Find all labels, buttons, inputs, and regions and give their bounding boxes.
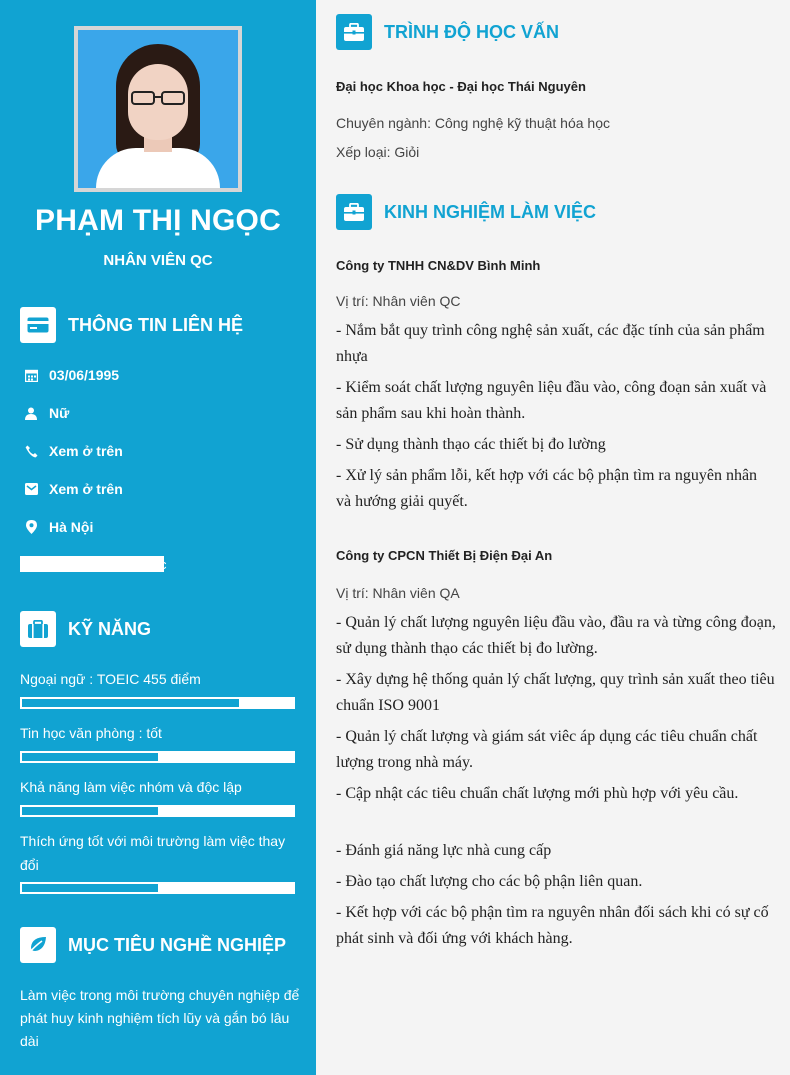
user-icon — [24, 406, 38, 420]
job-position: Vị trí: Nhân viên QC — [336, 293, 461, 309]
education-major: Chuyên ngành: Công nghệ kỹ thuật hóa học — [336, 115, 610, 131]
job-duty: - Quản lý chất lượng và giám sát viêc áp dụng các tiêu chuẩn chất lượng trong nhà máy. — [336, 728, 758, 771]
skill-bar — [20, 805, 295, 817]
skills-heading — [20, 611, 151, 647]
objective-text: Làm việc trong môi trường chuyên nghiệp để phát huy kinh nghiệm tích lũy và gắn bó lâu dài — [20, 987, 300, 1049]
skill-bar — [20, 697, 295, 709]
skill-label: Tin học văn phòng : tốt — [20, 725, 162, 741]
skills-title: KỸ NĂNG — [68, 618, 152, 639]
phone-icon — [24, 444, 38, 458]
profile-photo — [74, 26, 242, 192]
redacted-field — [20, 556, 164, 572]
leaf-icon — [20, 927, 56, 963]
experience-heading — [336, 194, 596, 230]
sidebar — [0, 0, 316, 1075]
contact-gender: Nữ — [24, 405, 69, 421]
job-duty: - Xây dựng hệ thống quản lý chất lượng, quy trình sản xuất theo tiêu chuẩn ISO 9001 — [336, 671, 775, 714]
job-company: Công ty TNHH CN&DV Bình Minh — [336, 258, 541, 273]
skill-label: Khả năng làm việc nhóm và độc lập — [20, 779, 242, 795]
job-duty: - Cập nhật các tiêu chuẩn chất lượng mới phù hợp với yêu cầu. — [336, 785, 739, 802]
job-company: Công ty CPCN Thiết Bị Điện Đại An — [336, 548, 553, 563]
job-duty: - Nắm bắt quy trình công nghệ sản xuất, các đặc tính của sản phẩm nhựa — [336, 322, 765, 365]
envelope-icon — [24, 482, 38, 496]
id-card-icon — [20, 307, 56, 343]
skill-bar-fill — [22, 807, 158, 815]
skill-bar-fill — [22, 884, 158, 892]
job-duty: - Đào tạo chất lượng cho các bộ phận liên quan. — [336, 873, 643, 890]
job-duty: - Xử lý sản phẩm lỗi, kết hợp với các bộ phận tìm ra nguyên nhân và hướng giải quyết. — [336, 467, 758, 510]
skill-bar — [20, 882, 295, 894]
objective-title: MỤC TIÊU NGHỀ NGHIỆP — [68, 934, 287, 955]
briefcase-icon — [20, 611, 56, 647]
school-name: Đại học Khoa học - Đại học Thái Nguyên — [336, 79, 586, 94]
redacted-tail: c — [160, 557, 167, 572]
job-position: Vị trí: Nhân viên QA — [336, 585, 460, 601]
job-duty: - Đánh giá năng lực nhà cung cấp — [336, 842, 552, 859]
contact-title: THÔNG TIN LIÊN HỆ — [68, 314, 243, 335]
job-duty: - Quản lý chất lượng nguyên liệu đầu vào, đầu ra và từng công đoạn, sử dụng thành thạo các thiết bị đo lường. — [336, 614, 776, 657]
profile-role: NHÂN VIÊN QC — [103, 252, 213, 269]
skill-label: Ngoại ngữ : TOEIC 455 điểm — [20, 671, 201, 687]
skill-bar — [20, 751, 295, 763]
education-heading — [336, 14, 559, 50]
contact-heading — [20, 307, 243, 343]
contact-email: Xem ở trên — [24, 481, 123, 497]
objective-heading — [20, 927, 286, 963]
briefcase-icon — [336, 14, 372, 50]
education-grade: Xếp loại: Giỏi — [336, 144, 420, 160]
job-duty: - Sử dụng thành thạo các thiết bị đo lường — [336, 436, 606, 453]
map-marker-icon — [24, 520, 38, 534]
job-duty: - Kiểm soát chất lượng nguyên liệu đầu vào, công đoạn sản xuất và sản phẩm sau khi hoàn thành. — [336, 379, 767, 422]
profile-name: PHẠM THỊ NGỌC — [35, 204, 281, 237]
skill-bar-fill — [22, 753, 158, 761]
experience-title: KINH NGHIỆM LÀM VIỆC — [384, 201, 597, 222]
contact-address: Hà Nội — [24, 519, 93, 535]
skill-bar-fill — [22, 699, 239, 707]
education-title: TRÌNH ĐỘ HỌC VẤN — [384, 21, 559, 42]
briefcase-icon — [336, 194, 372, 230]
job-duty: - Kết hợp với các bộ phận tìm ra nguyên nhân đối sách khi có sự cố phát sinh và đối ứng với khách hàng. — [336, 904, 769, 947]
contact-birthday: 03/06/1995 — [24, 367, 119, 383]
calendar-icon — [24, 368, 38, 382]
contact-phone: Xem ở trên — [24, 443, 123, 459]
skill-label: Thích ứng tốt với môi trường làm việc thay đổi — [20, 833, 286, 873]
